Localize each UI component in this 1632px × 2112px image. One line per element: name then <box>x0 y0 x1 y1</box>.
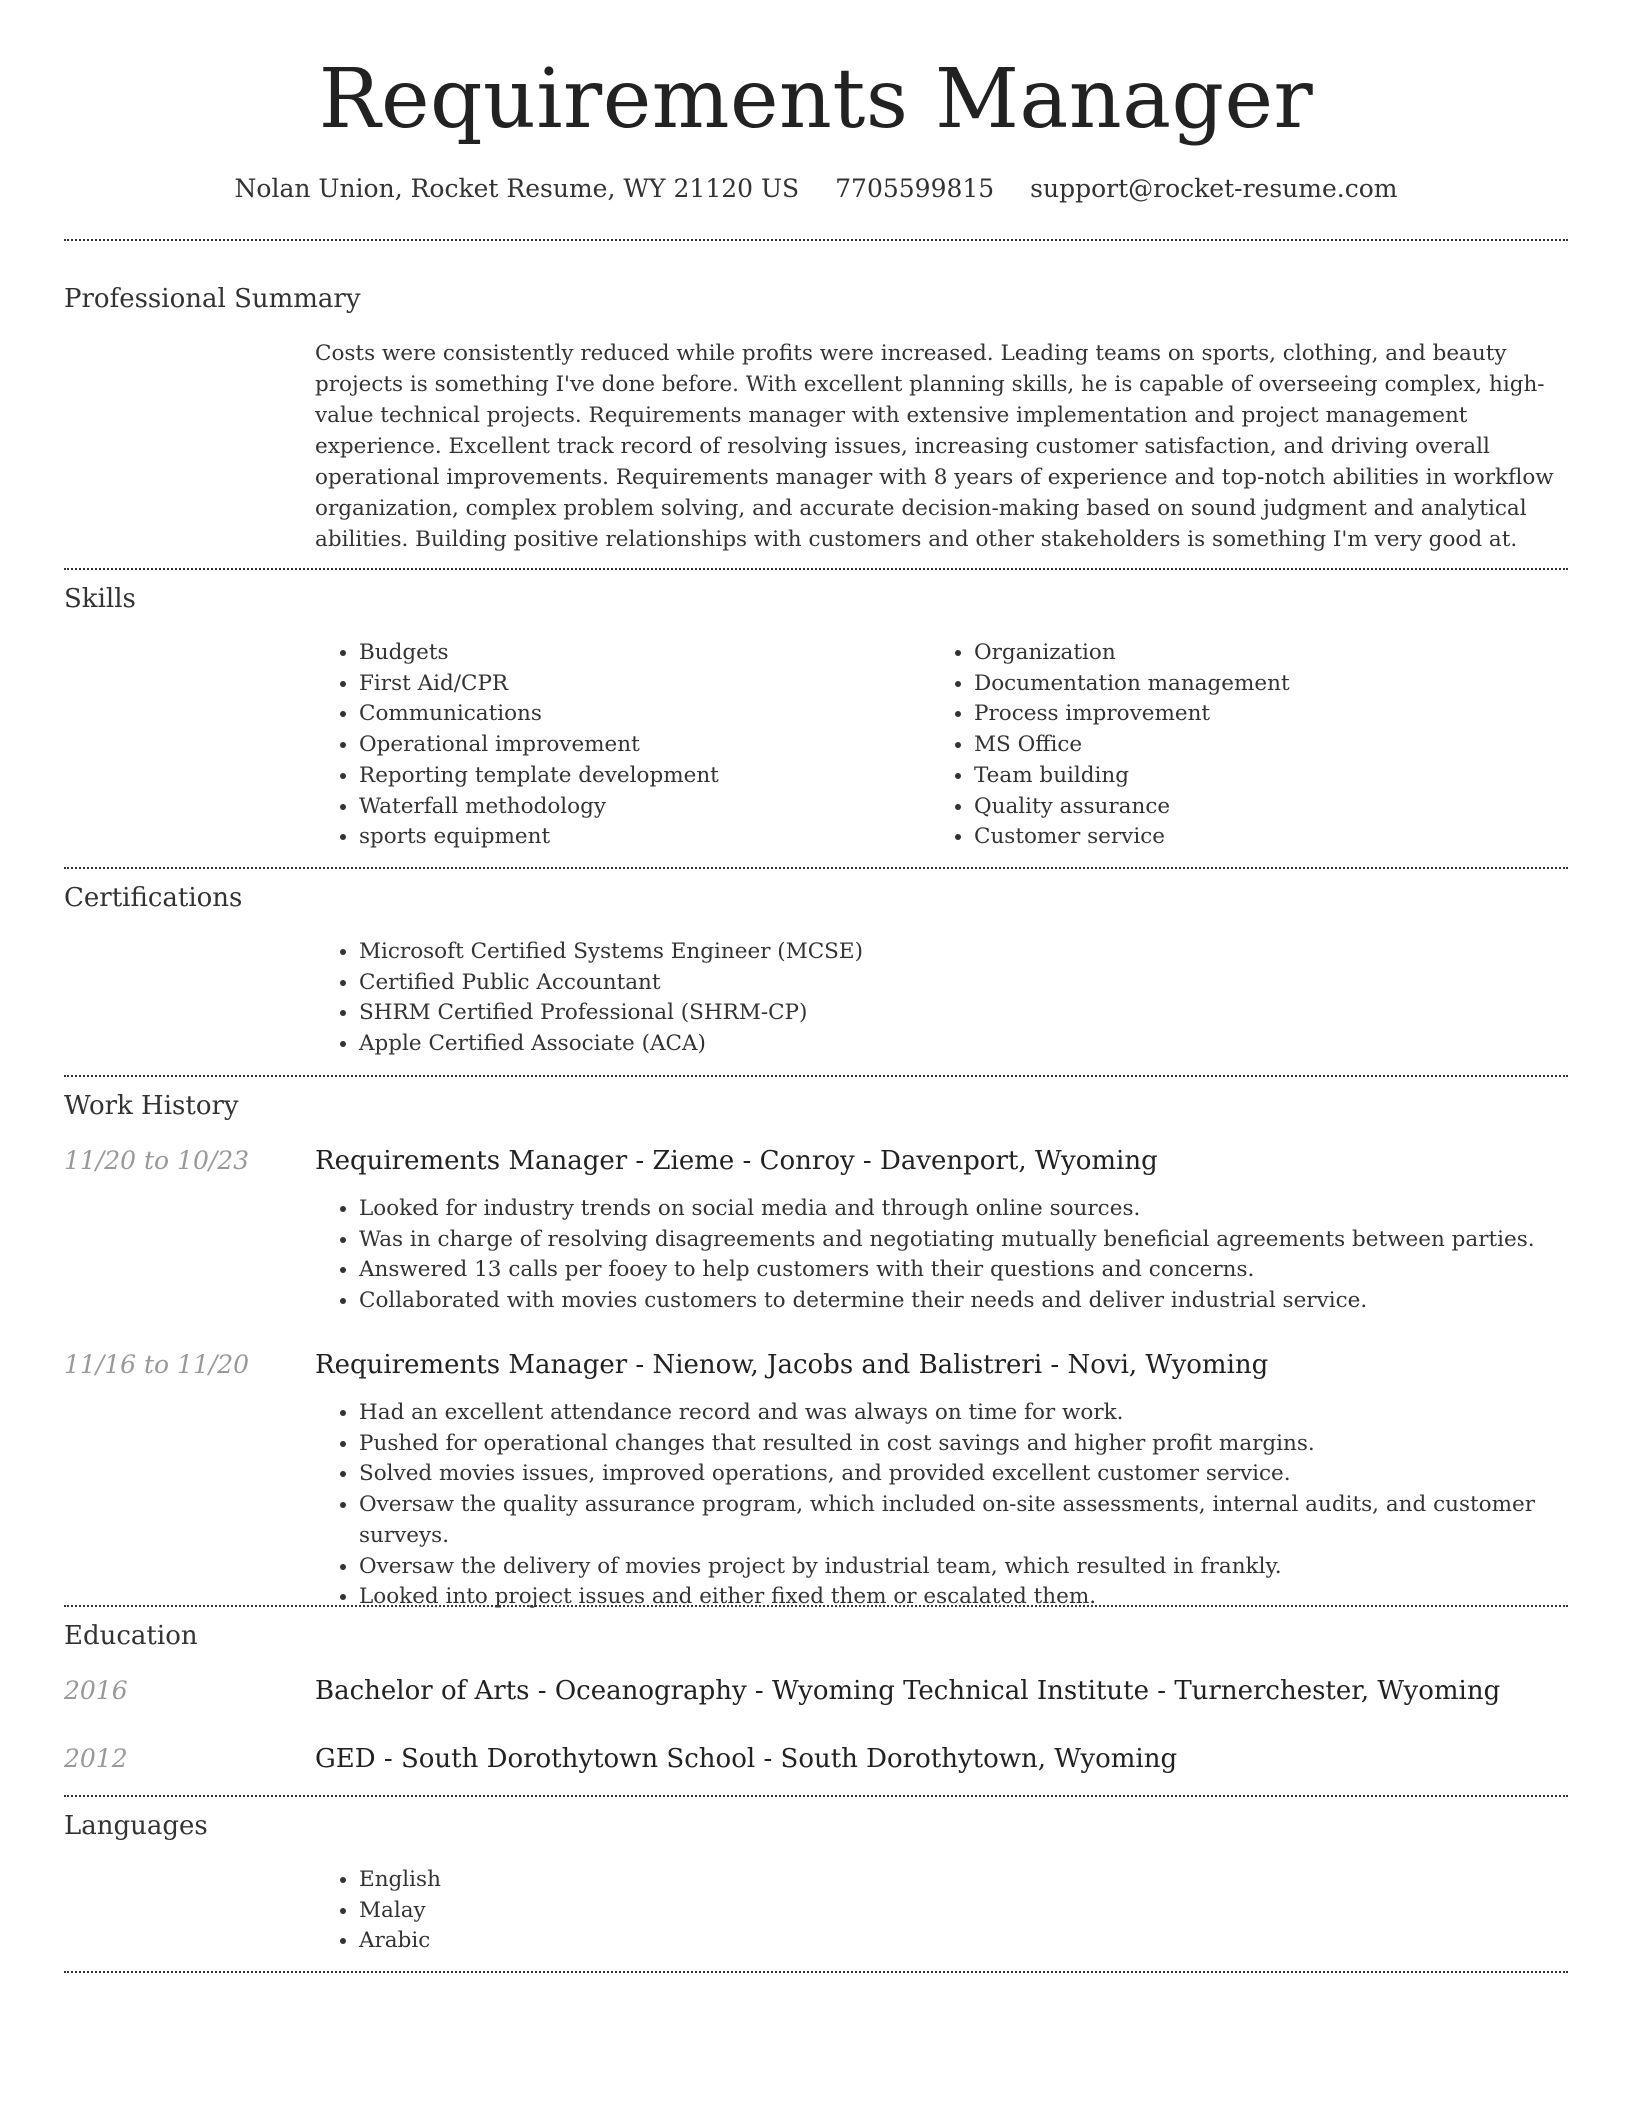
list-item: • Oversaw the quality assurance program, which included on-site assessments, internal audits, and customer surveys. <box>359 1490 1568 1551</box>
list-item: • MS Office <box>974 730 1545 761</box>
skills-heading: Skills <box>64 584 136 614</box>
languages-heading: Languages <box>64 1811 208 1841</box>
contact-email: support@rocket-resume.com <box>1030 174 1398 203</box>
education-field: Oceanography <box>554 1676 747 1706</box>
list-item: • Oversaw the delivery of movies project by industrial team, which resulted in frankly. <box>359 1552 1568 1583</box>
job-bullets <box>315 1194 1568 1317</box>
list-item: • Answered 13 calls per fooey to help customers with their questions and concerns. <box>359 1255 1568 1286</box>
section-divider <box>64 1795 1568 1797</box>
job-role: Requirements Manager <box>315 1146 628 1176</box>
job-location: Novi, Wyoming <box>1067 1350 1269 1380</box>
list-item: • Collaborated with movies customers to determine their needs and deliver industrial service. <box>359 1286 1568 1317</box>
certifications-section <box>315 937 1568 1060</box>
section-divider <box>64 239 1568 241</box>
education-heading: Education <box>64 1621 198 1651</box>
list-item: • English <box>359 1865 1568 1896</box>
section-divider <box>64 1605 1568 1607</box>
job-location: Davenport, Wyoming <box>880 1146 1158 1176</box>
list-item: • Looked for industry trends on social media and through online sources. <box>359 1194 1568 1225</box>
summary-heading: Professional Summary <box>64 284 361 314</box>
list-item: • Pushed for operational changes that resulted in cost savings and higher profit margins. <box>359 1429 1568 1460</box>
page-title: Requirements Manager <box>318 52 1314 147</box>
list-item: • Customer service <box>974 822 1545 853</box>
contact-address: Nolan Union, Rocket Resume, WY 21120 US <box>234 174 800 203</box>
list-item: • First Aid/CPR <box>359 669 930 700</box>
languages-section <box>315 1865 1568 1957</box>
list-item: • sports equipment <box>359 822 930 853</box>
certifications-heading: Certifications <box>64 883 243 913</box>
job-bullets <box>315 1398 1568 1613</box>
list-item: • Was in charge of resolving disagreements and negotiating mutually beneficial agreements between parties. <box>359 1225 1568 1256</box>
skills-column-left <box>315 638 930 853</box>
education-school: South Dorothytown School <box>400 1744 756 1774</box>
section-divider <box>64 1971 1568 1973</box>
education-location: Turnerchester, Wyoming <box>1174 1676 1501 1706</box>
job-dates: 11/16 to 11/20 <box>64 1350 250 1379</box>
education-location: South Dorothytown, Wyoming <box>780 1744 1178 1774</box>
education-entry: Bachelor of Arts - Oceanography - Wyoming Technical Institute - Turnerchester, Wyoming <box>315 1676 1501 1706</box>
list-item: • Had an excellent attendance record and was always on time for work. <box>359 1398 1568 1429</box>
skills-grid <box>315 638 1568 853</box>
list-item: • Certified Public Accountant <box>359 968 1568 999</box>
list-item: • Operational improvement <box>359 730 930 761</box>
skills-section <box>315 638 1568 853</box>
list-item: • Malay <box>359 1896 1568 1927</box>
job-title: Requirements Manager - Zieme - Conroy - Davenport, Wyoming <box>315 1146 1158 1176</box>
section-divider <box>64 568 1568 570</box>
list-item: • Organization <box>974 638 1545 669</box>
education-degree: Bachelor of Arts <box>315 1676 530 1706</box>
contact-phone: 7705599815 <box>835 174 995 203</box>
section-divider <box>64 867 1568 869</box>
list-item: • Microsoft Certified Systems Engineer (MCSE) <box>359 937 1568 968</box>
list-item: • Solved movies issues, improved operations, and provided excellent customer service. <box>359 1459 1568 1490</box>
summary-text: Costs were consistently reduced while profits were increased. Leading teams on sports, clothing, and beauty projects is something I've done before. With excellent planning skills, he is capable of overseeing complex, high-value technical projects. Requirements manager with extensive implementation and project management experience. Excellent track record of resolving issues, increasing customer satisfaction, and driving overall operational improvements. Requirements manager with 8 years of experience and top-notch abilities in workflow organization, complex problem solving, and accurate decision-making based on sound judgment and analytical abilities. Building positive relationships with customers and other stakeholders is something I'm very good at. <box>315 341 1554 552</box>
job-company: Nienow, Jacobs and Balistreri <box>652 1350 1043 1380</box>
list-item: • SHRM Certified Professional (SHRM-CP) <box>359 998 1568 1029</box>
education-year: 2016 <box>64 1676 128 1705</box>
education-degree: GED <box>315 1744 376 1774</box>
skills-column-right <box>930 638 1545 853</box>
list-item: • Communications <box>359 699 930 730</box>
list-item: • Documentation management <box>974 669 1545 700</box>
resume-header <box>0 0 1632 206</box>
list-item: • Process improvement <box>974 699 1545 730</box>
summary-section <box>315 338 1568 555</box>
job-role: Requirements Manager <box>315 1350 628 1380</box>
list-item: • Looked into project issues and either fixed them or escalated them. <box>359 1582 1568 1613</box>
list-item: • Waterfall methodology <box>359 792 930 823</box>
list-item: • Reporting template development <box>359 761 930 792</box>
contact-line <box>0 172 1632 206</box>
list-item: • Team building <box>974 761 1545 792</box>
job-dates: 11/20 to 10/23 <box>64 1146 250 1175</box>
job-title: Requirements Manager - Nienow, Jacobs and Balistreri - Novi, Wyoming <box>315 1350 1269 1380</box>
education-year: 2012 <box>64 1744 128 1773</box>
list-item: • Arabic <box>359 1926 1568 1957</box>
list-item: • Apple Certified Associate (ACA) <box>359 1029 1568 1060</box>
list-item: • Quality assurance <box>974 792 1545 823</box>
education-entry: GED - South Dorothytown School - South Dorothytown, Wyoming <box>315 1744 1178 1774</box>
education-school: Wyoming Technical Institute <box>771 1676 1149 1706</box>
work-history-heading: Work History <box>64 1091 239 1121</box>
job-company: Zieme - Conroy <box>652 1146 855 1176</box>
list-item: • Budgets <box>359 638 930 669</box>
section-divider <box>64 1075 1568 1077</box>
